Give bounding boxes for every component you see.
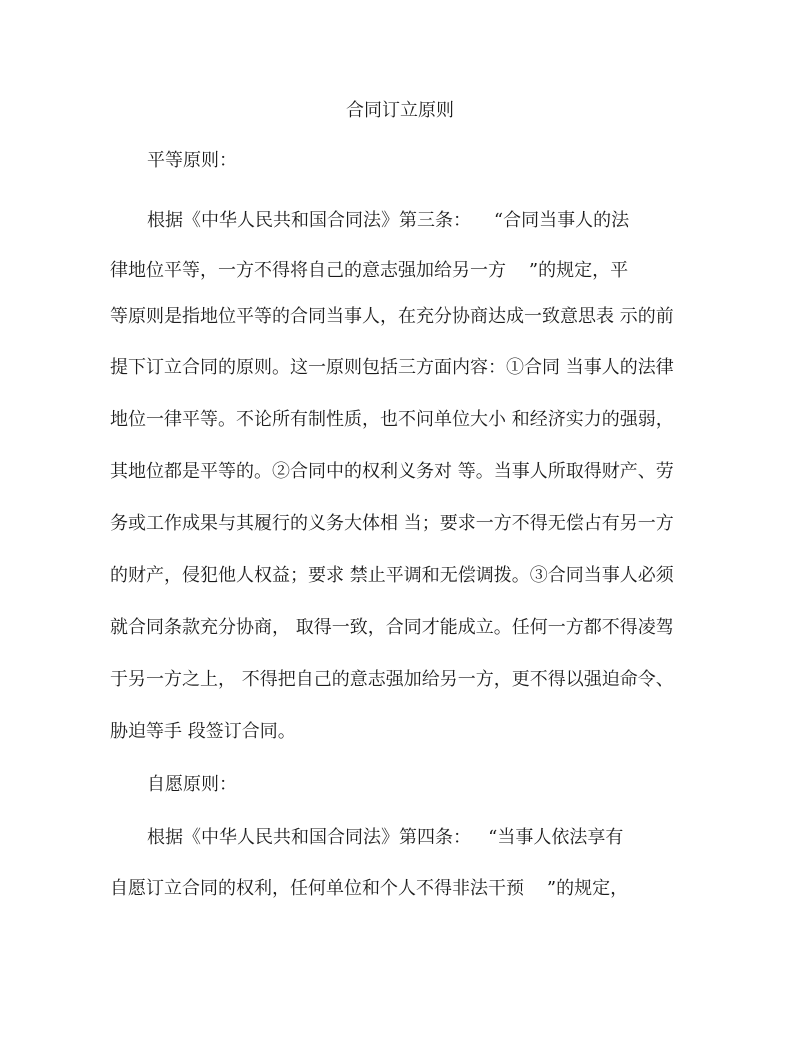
paragraph-line: 务或工作成果与其履行的义务大体相 当；要求一方不得无偿占有另一方 [110,513,674,534]
document-title: 合同订立原则 [346,100,454,121]
paragraph-line: 根据《中华人民共和国合同法》第四条： “当事人依法享有 [147,827,624,848]
paragraph-line: 等原则是指地位平等的合同当事人，在充分协商达成一致意思表 示的前 [110,306,674,327]
paragraph-line: 于另一方之上， 不得把自己的意志强加给另一方，更不得以强迫命令、 [110,669,674,690]
paragraph-line: 地位一律平等。不论所有制性质，也不问单位大小 和经济实力的强弱， [110,409,674,430]
paragraph-line: 胁迫等手 段签订合同。 [110,721,296,742]
section-heading-equality: 平等原则： [147,150,237,171]
paragraph-line: 其地位都是平等的。②合同中的权利义务对 等。当事人所取得财产、劳 [110,461,674,482]
section-heading-voluntary: 自愿原则： [147,774,237,795]
paragraph-line: 就合同条款充分协商， 取得一致，合同才能成立。任何一方都不得凌驾 [110,617,674,638]
paragraph-line: 的财产，侵犯他人权益；要求 禁止平调和无偿调拨。③合同当事人必须 [110,565,674,586]
paragraph-line: 提下订立合同的原则。这一原则包括三方面内容：①合同 当事人的法律 [110,357,674,378]
paragraph-line: 自愿订立合同的权利，任何单位和个人不得非法干预 ”的规定， [110,878,629,899]
paragraph-line: 律地位平等，一方不得将自己的意志强加给另一方 ”的规定，平 [110,260,629,281]
paragraph-line: 根据《中华人民共和国合同法》第三条： “合同当事人的法 [147,210,630,231]
